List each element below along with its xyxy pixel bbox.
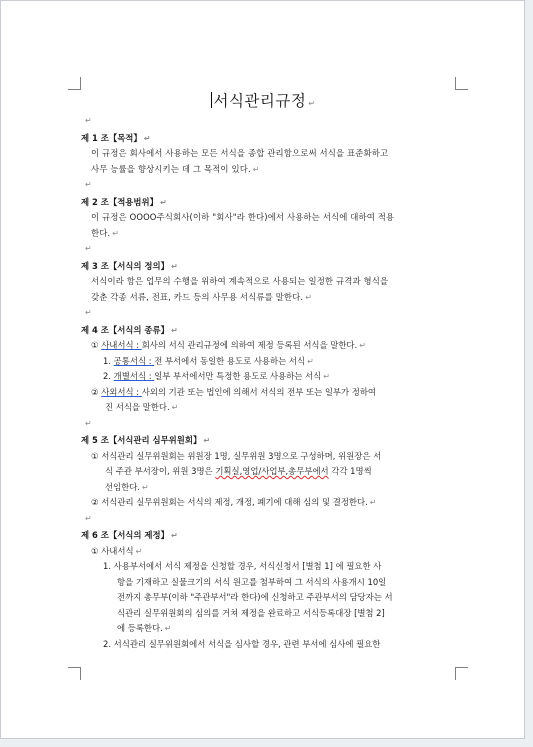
paragraph-mark-icon: ↵ (369, 498, 377, 507)
list-item-continuation: 진 서식을 말한다. ↵ (105, 402, 179, 412)
list-item: ① 사내서식 ↵ (91, 545, 143, 556)
article-heading: 제 3 조【서식의 정의】 ↵ (81, 260, 178, 271)
article-text-line: 사무 능률을 향상시키는 데 그 목적이 있다. ↵ (91, 163, 260, 174)
list-item: ② 사외서식 : 사외의 기관 또는 법인에 의해서 서식의 전부 또는 일부가 정하여 (91, 386, 377, 397)
article-text-line: 한다. ↵ (91, 227, 120, 238)
paragraph-mark-icon: ↵ (307, 356, 314, 366)
paragraph-mark-icon: ↵ (135, 546, 143, 556)
list-item: ① 서식관리 실무위원회는 위원장 1명, 실무위원 3명으로 구성하며, 위원장은 서 (91, 450, 382, 461)
list-item-continuation: 항을 기재하고 실물크기의 서식 원고를 첨부하여 그 서식의 사용개시 10일 (117, 576, 387, 587)
article-text-line: 이 규정은 OOOO주식회사(이하 "회사"라 한다)에서 사용하는 서식에 대하여 적용 (91, 212, 395, 222)
list-item: ① 사내서식 : 회사의 서식 관리규정에 의하여 제정 등록된 서식을 말한다. ↵ (91, 340, 366, 350)
list-item: 2. 개별서식 : 일부 부서에서만 특정한 용도로 사용하는 서식 ↵ (103, 371, 330, 381)
article-heading: 제 4 조【서식의 종류】 ↵ (81, 324, 178, 335)
term-underlined: 공통서식 (113, 355, 147, 366)
article-heading: 제 6 조【서식의 제정】 ↵ (81, 530, 178, 540)
list-item: 1. 사용부서에서 서식 제정을 신청할 경우, 서식신청서 [별첨 1] 에 필요한 사 (103, 561, 382, 571)
term-underlined: 사내서식 (101, 340, 134, 350)
paragraph-mark-icon: ↵ (171, 403, 179, 412)
crop-mark-bottom-right (455, 667, 468, 680)
paragraph-mark-icon: ↵ (170, 531, 178, 540)
article-heading: 제 1 조【목적】 ↵ (81, 132, 151, 143)
list-item-continuation: 에 등록한다. ↵ (117, 623, 172, 633)
document-body[interactable] (81, 113, 456, 652)
article-text-line: 이 규정은 회사에서 사용하는 모든 서식을 종합 관리함으로써 서식을 표준화하고 (91, 148, 389, 158)
paragraph-mark-icon: ↵ (359, 341, 366, 350)
paragraph-mark-icon: ↵ (142, 482, 149, 492)
list-item-continuation: 전까지 총무부(이하 "주관부서"라 한다)에 신청하고 주관부서의 담당자는 서 (117, 592, 393, 602)
page-title-line[interactable] (1, 89, 526, 111)
paragraph-mark-icon: ↵ (164, 624, 172, 633)
paragraph-mark-icon: ↵ (305, 292, 313, 302)
empty-paragraph: ↵ (85, 180, 92, 189)
article-heading: 제 2 조【적용범위】 ↵ (81, 196, 167, 207)
article-heading: 제 5 조【서식관리 심무위원회】 ↵ (81, 435, 211, 445)
paragraph-mark-icon: ↵ (308, 99, 316, 108)
list-item-continuation: 식관리 실무위원회의 심의를 거쳐 제정을 완료하고 서식등록대장 [별첨 2] (117, 607, 385, 618)
paragraph-mark-icon: ↵ (170, 261, 178, 271)
empty-paragraph: ↵ (85, 116, 92, 125)
page-title: 서식관리규정 (213, 92, 307, 110)
empty-paragraph: ↵ (85, 244, 92, 253)
crop-mark-bottom-left (68, 667, 81, 680)
term-underlined: 개별서식 (113, 371, 147, 381)
empty-paragraph: ↵ (85, 308, 92, 317)
term-underlined: 사외서식 (101, 386, 134, 397)
article-text-line: 서식이라 함은 업무의 수행을 위하여 계속적으로 사용되는 일정한 규격과 형식을 (91, 276, 389, 286)
paragraph-mark-icon: ↵ (159, 197, 167, 207)
spellcheck-flagged-text: 기획실,영업/사업부,총무부에서 (215, 466, 329, 476)
paragraph-mark-icon: ↵ (143, 133, 151, 143)
article-text-line: 갖춘 각종 서류, 전표, 카드 등의 사무용 서식류를 말한다. ↵ (91, 291, 313, 302)
list-item: 1. 공통서식 : 전 부서에서 동일한 용도로 사용하는 서식 ↵ (103, 355, 314, 366)
paragraph-mark-icon: ↵ (203, 436, 211, 445)
paragraph-mark-icon: ↵ (170, 325, 178, 335)
empty-paragraph: ↵ (85, 513, 92, 523)
list-item: ② 서식관리 실무위원회는 서식의 제정, 개정, 폐기에 대해 심의 및 결정한다. ↵ (91, 497, 377, 507)
empty-paragraph: ↵ (85, 418, 92, 428)
paragraph-mark-icon: ↵ (112, 228, 120, 238)
paragraph-mark-icon: ↵ (252, 164, 260, 174)
list-item-continuation: 선임한다. ↵ (105, 481, 149, 492)
list-item-continuation: 식 주관 부서장이, 위원 3명은 기획실,영업/사업부,총무부에서 각각 1명씩 (105, 466, 372, 476)
list-item: 2. 서식관리 실무위원회에서 서식을 심사할 경우, 관련 부서에 심사에 필요한 (103, 638, 381, 649)
paragraph-mark-icon: ↵ (323, 372, 330, 381)
